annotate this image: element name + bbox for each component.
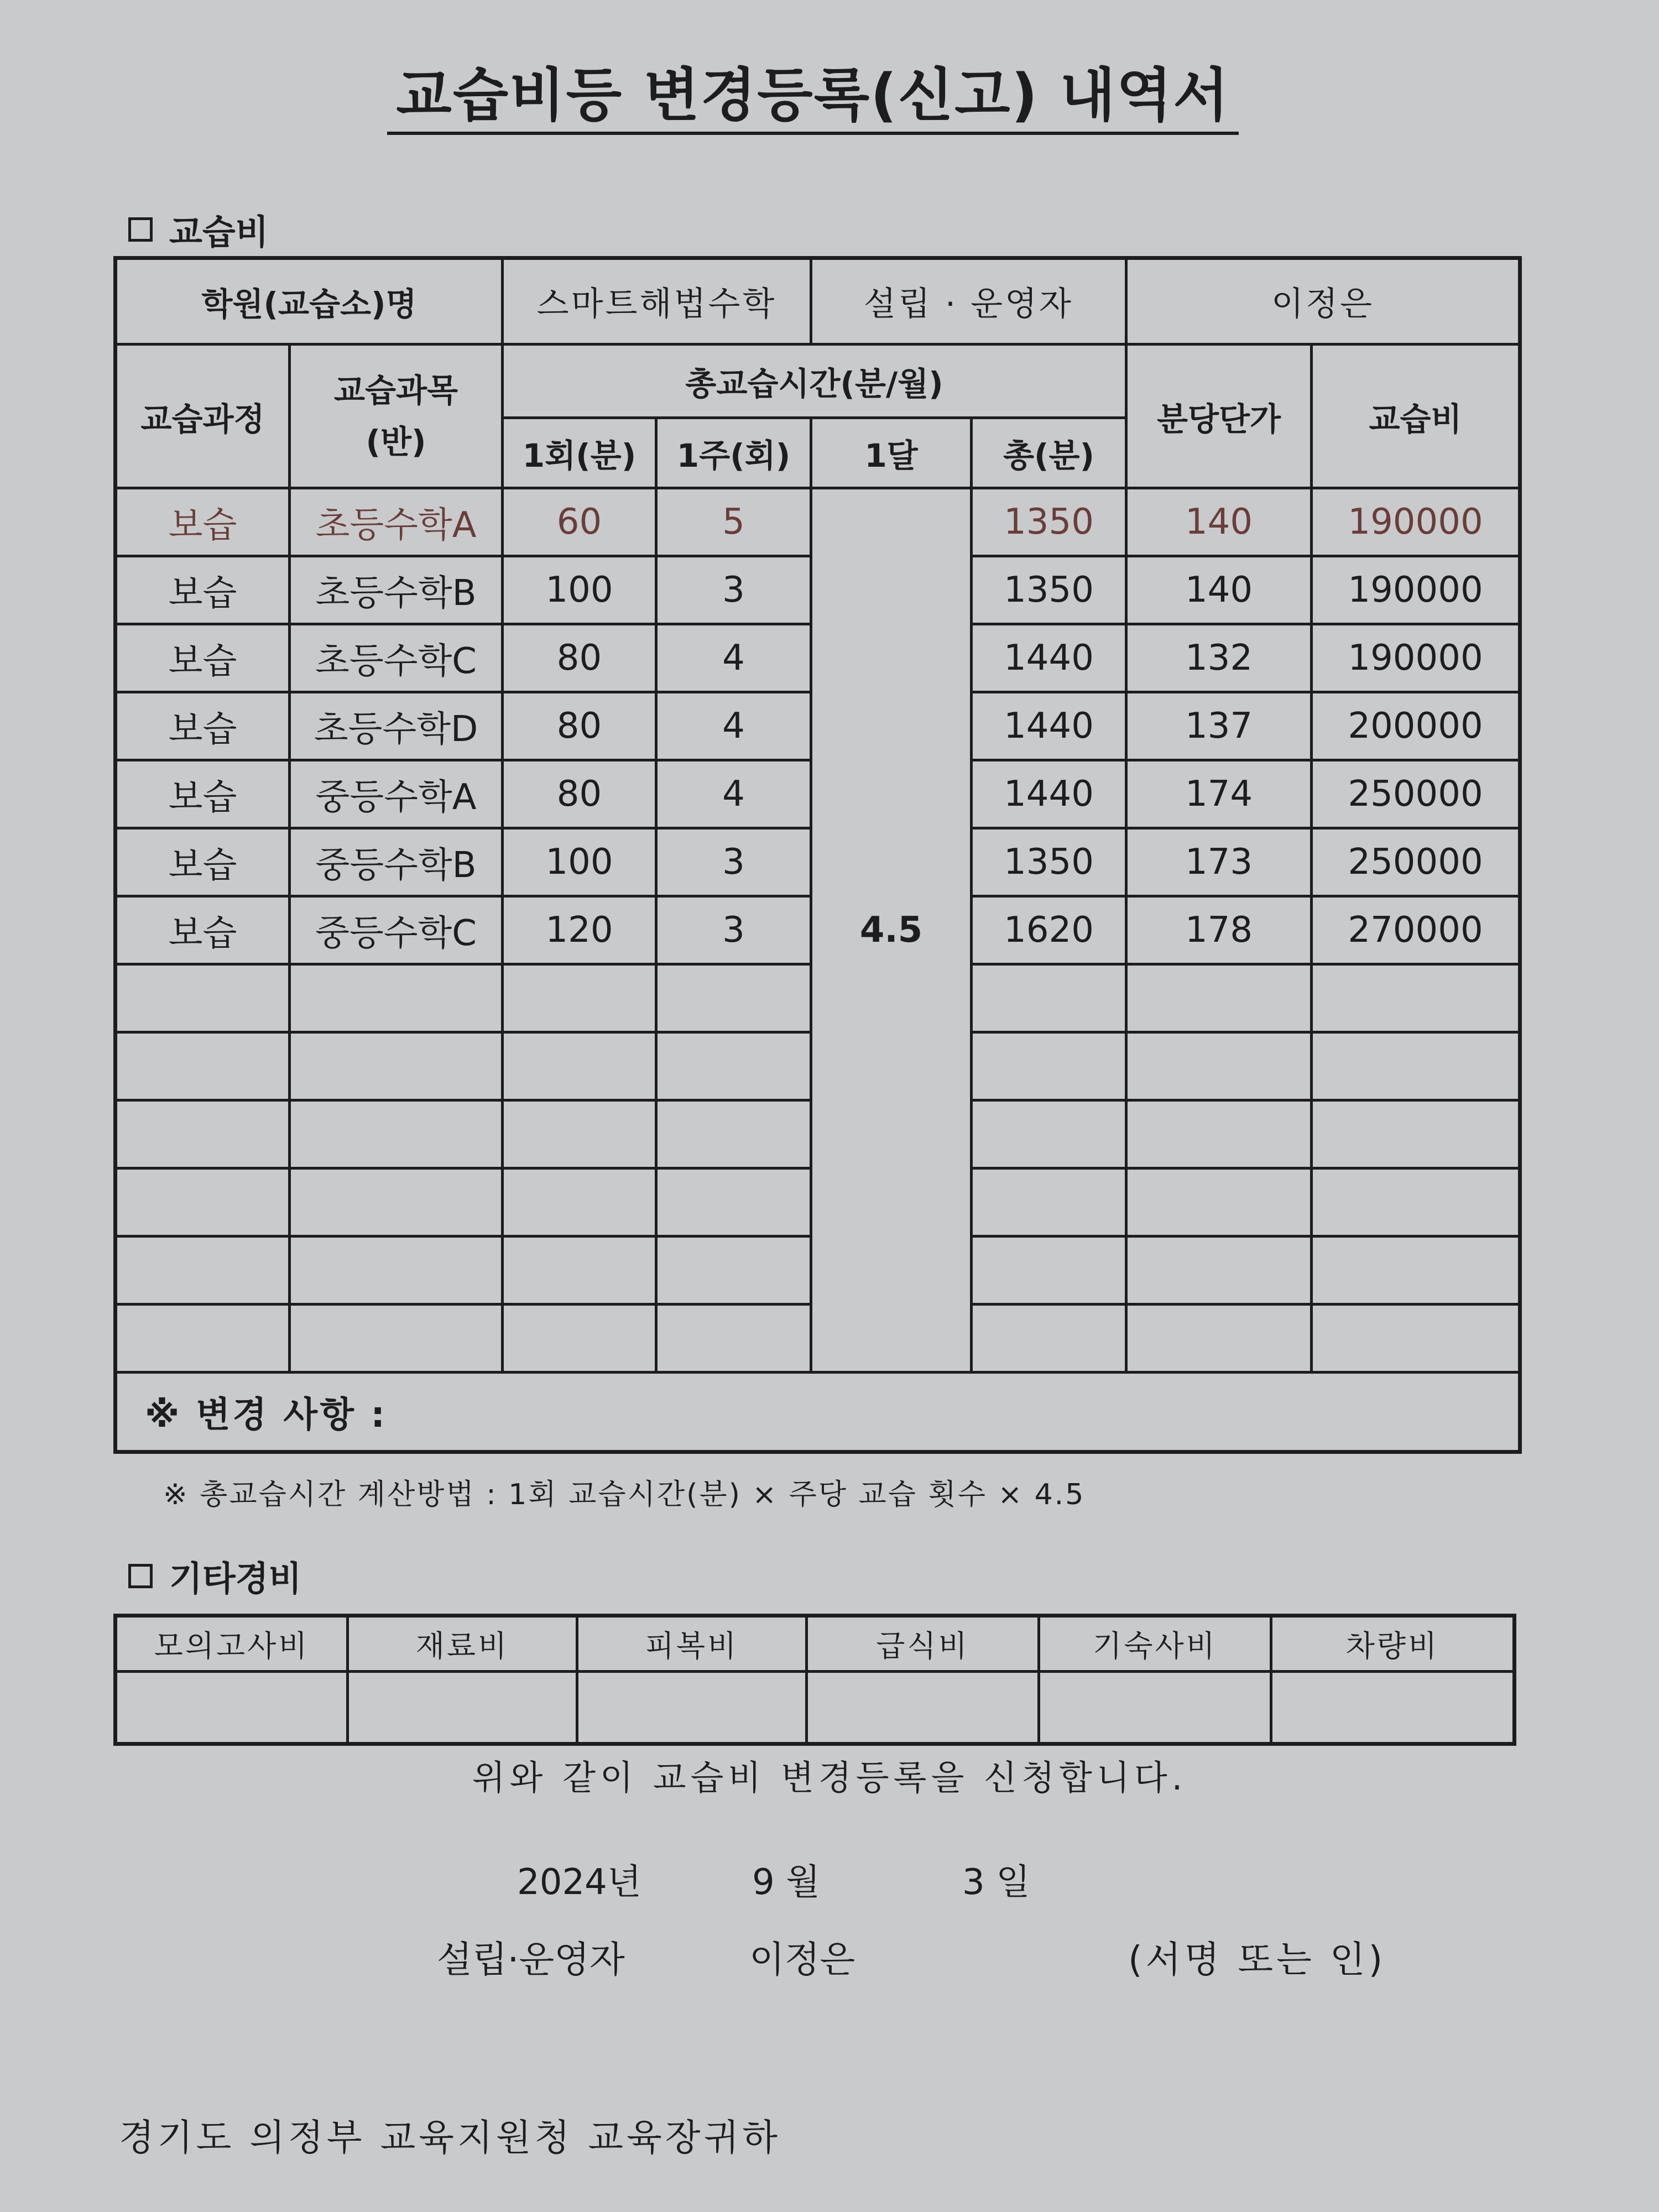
cell-total: 1620 (972, 896, 1126, 964)
col-month-header: 1달 (811, 418, 972, 488)
cell-course: 보습 (116, 896, 290, 964)
cell-fee: 250000 (1312, 760, 1520, 828)
cell-unit-price: 140 (1126, 488, 1312, 556)
cell-total: 1350 (972, 828, 1126, 896)
cell-session: 80 (503, 624, 656, 692)
header-uniform-fee: 피복비 (577, 1616, 807, 1672)
checkbox-other-expenses[interactable] (128, 1564, 153, 1588)
cell-fee: 200000 (1312, 692, 1520, 760)
academy-name-label: 학원(교습소)명 (116, 258, 503, 345)
recipient: 경기도 의정부 교육지원청 교육장귀하 (119, 2116, 781, 2159)
cell-course: 보습 (116, 488, 290, 556)
cell-session: 80 (503, 692, 656, 760)
date-day: 3 일 (962, 1862, 1030, 1903)
cell-subject: 초등수학A (290, 488, 503, 556)
cell-session: 60 (503, 488, 656, 556)
col-unit-price-header: 분당단가 (1126, 345, 1312, 488)
cell-course: 보습 (116, 692, 290, 760)
cell-unit-price: 174 (1126, 760, 1312, 828)
tuition-table (113, 256, 1522, 1454)
cell-week: 4 (656, 760, 811, 828)
cell-fee: 190000 (1312, 488, 1520, 556)
cell-subject: 초등수학B (290, 556, 503, 624)
cell-week: 3 (656, 828, 811, 896)
dormitory-fee-field[interactable] (1039, 1672, 1271, 1744)
cell-course: 보습 (116, 556, 290, 624)
col-total-time-header: 총교습시간(분/월) (503, 345, 1126, 418)
cell-fee: 190000 (1312, 556, 1520, 624)
signature-mark[interactable]: (서명 또는 인) (1128, 1938, 1386, 1981)
cell-week: 3 (656, 896, 811, 964)
cell-subject: 초등수학C (290, 624, 503, 692)
mock-exam-fee-field[interactable] (116, 1672, 348, 1744)
other-expenses-table (113, 1614, 1516, 1746)
vehicle-fee-field[interactable] (1271, 1672, 1515, 1744)
cell-session: 120 (503, 896, 656, 964)
cell-fee: 270000 (1312, 896, 1520, 964)
col-fee-header: 교습비 (1312, 345, 1520, 488)
cell-total: 1350 (972, 488, 1126, 556)
cell-fee: 190000 (1312, 624, 1520, 692)
cell-unit-price: 178 (1126, 896, 1312, 964)
cell-total: 1440 (972, 624, 1126, 692)
date-year: 2024년 (517, 1862, 641, 1903)
cell-week: 5 (656, 488, 811, 556)
material-fee-field[interactable] (348, 1672, 577, 1744)
header-meal-fee: 급식비 (807, 1616, 1039, 1672)
cell-total: 1350 (972, 556, 1126, 624)
header-dormitory-fee: 기숙사비 (1039, 1616, 1271, 1672)
cell-unit-price: 137 (1126, 692, 1312, 760)
col-per-week-header: 1주(회) (656, 418, 811, 488)
cell-week: 4 (656, 692, 811, 760)
date-month: 9 월 (752, 1862, 820, 1903)
cell-unit-price: 140 (1126, 556, 1312, 624)
cell-month-value: 4.5 (811, 488, 972, 1373)
meal-fee-field[interactable] (807, 1672, 1039, 1744)
application-statement: 위와 같이 교습비 변경등록을 신청합니다. (472, 1757, 1187, 1798)
cell-unit-price: 132 (1126, 624, 1312, 692)
changes-field[interactable]: ※ 변경 사항 : (116, 1373, 1520, 1452)
col-per-session-header: 1회(분) (503, 418, 656, 488)
signature-name: 이정은 (749, 1938, 855, 1981)
cell-subject: 중등수학C (290, 896, 503, 964)
col-subject-header: 교습과목 (반) (290, 345, 503, 488)
cell-total: 1440 (972, 692, 1126, 760)
section-other-label: 기타경비 (169, 1558, 302, 1599)
checkbox-tuition[interactable] (128, 217, 153, 242)
header-vehicle-fee: 차량비 (1271, 1616, 1515, 1672)
cell-session: 100 (503, 556, 656, 624)
calc-method-note: ※ 총교습시간 계산방법 : 1회 교습시간(분) × 주당 교습 횟수 × 4.5 (163, 1478, 1086, 1511)
cell-subject: 중등수학A (290, 760, 503, 828)
operator-label: 설립 · 운영자 (811, 258, 1126, 345)
academy-name-value: 스마트해법수학 (503, 258, 811, 345)
cell-session: 100 (503, 828, 656, 896)
col-total-header: 총(분) (972, 418, 1126, 488)
cell-session: 80 (503, 760, 656, 828)
cell-subject: 초등수학D (290, 692, 503, 760)
cell-total: 1440 (972, 760, 1126, 828)
cell-week: 4 (656, 624, 811, 692)
cell-course: 보습 (116, 828, 290, 896)
signature-label: 설립·운영자 (437, 1938, 625, 1981)
section-tuition-label: 교습비 (169, 212, 269, 252)
cell-course: 보습 (116, 624, 290, 692)
cell-subject: 중등수학B (290, 828, 503, 896)
header-material-fee: 재료비 (348, 1616, 577, 1672)
table-row (116, 488, 1520, 556)
header-mock-exam-fee: 모의고사비 (116, 1616, 348, 1672)
operator-name-value: 이정은 (1126, 258, 1520, 345)
section-tuition (128, 205, 269, 254)
cell-fee: 250000 (1312, 828, 1520, 896)
document-title: 교습비등 변경등록(신고) 내역서 (387, 66, 1239, 135)
section-other-expenses (128, 1551, 302, 1600)
uniform-fee-field[interactable] (577, 1672, 807, 1744)
cell-unit-price: 173 (1126, 828, 1312, 896)
cell-week: 3 (656, 556, 811, 624)
col-course-header: 교습과정 (116, 345, 290, 488)
cell-course: 보습 (116, 760, 290, 828)
